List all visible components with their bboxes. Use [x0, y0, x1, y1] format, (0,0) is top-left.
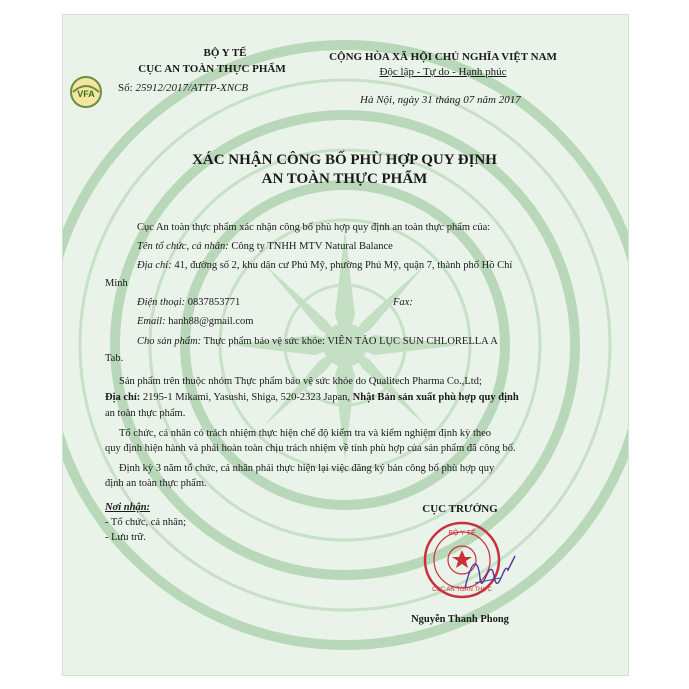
phone-value: 0837853771: [187, 297, 241, 308]
product-row: [137, 336, 498, 347]
seal-top-text: BỘ Y TẾ: [448, 530, 476, 537]
org-label: Tên tổ chức, cá nhân:: [137, 241, 229, 252]
address-label: Địa chỉ:: [137, 260, 172, 271]
para1-line1: Sản phẩm trên thuộc nhóm Thực phẩm bảo vệ sức khỏe do Qualitech Pharma Co.,Ltd;: [119, 376, 482, 387]
doc-title-line1: XÁC NHẬN CÔNG BỐ PHÙ HỢP QUY ĐỊNH: [192, 152, 497, 168]
para3-line1: Định kỳ 3 năm tổ chức, cá nhân phải thực hiện lại việc đăng ký bản công bố phù hợp quy: [119, 463, 495, 474]
address-value: 41, đường số 2, khu dân cư Phú Mỹ, phường Phú Mỹ, quận 7, thành phố Hồ Chí: [174, 260, 513, 271]
doc-number: [118, 82, 248, 94]
org-value: Công ty TNHH MTV Natural Balance: [231, 241, 393, 252]
country-name: CỘNG HÒA XÃ HỘI CHỦ NGHĨA VIỆT NAM: [329, 51, 557, 63]
email-value: hanh88@gmail.com: [168, 316, 254, 327]
recipient-item-2: - Lưu trữ.: [105, 532, 146, 543]
fax-label: Fax:: [393, 297, 413, 308]
svg-text:VFA: VFA: [77, 89, 95, 99]
doc-number-value: 25912/2017/ATTP-XNCB: [135, 82, 249, 94]
para2-line1: Tổ chức, cá nhân có trách nhiệm thực hiện chế độ kiểm tra và kiểm nghiệm định kỳ theo: [119, 428, 492, 439]
product-value: Thực phẩm bảo vệ sức khỏe: VIÊN TẢO LỤC SUN CHLORELLA A: [203, 336, 498, 347]
handwritten-signature: [460, 548, 520, 598]
product-continuation: Tab.: [105, 353, 124, 364]
doc-title-line2: AN TOÀN THỰC PHẨM: [261, 171, 428, 187]
signatory-title: CỤC TRƯỞNG: [422, 503, 498, 515]
issue-date: Hà Nội, ngày 31 tháng 07 năm 2017: [360, 94, 521, 106]
para1-address-label: Địa chỉ:: [105, 392, 141, 403]
para2-line2: quy định hiện hành và phải hoàn toàn chịu trách nhiệm về tính phù hợp của sản phẩm đã công bố.: [105, 443, 516, 454]
email-row: [137, 316, 253, 327]
phone-row: [137, 297, 240, 308]
department-name: CỤC AN TOÀN THỰC PHẨM: [138, 63, 286, 75]
para3-line2: định an toàn thực phẩm.: [105, 478, 207, 489]
para1-line2: [105, 392, 519, 403]
para1-address-value: 2195-1 Mikami, Yasushi, Shiga, 520-2323 Japan,: [142, 392, 353, 403]
phone-label: Điện thoại:: [137, 297, 186, 308]
recipient-item-1: - Tổ chức, cá nhân;: [105, 517, 187, 528]
email-label: Email:: [137, 316, 166, 327]
vfa-logo: [69, 75, 103, 109]
doc-number-label: Số:: [118, 82, 133, 94]
national-motto: Độc lập - Tự do - Hạnh phúc: [379, 66, 507, 78]
signatory-name: Nguyễn Thanh Phong: [411, 614, 509, 625]
para1-line3: an toàn thực phẩm.: [105, 408, 186, 419]
seal-bottom-text: CỤC AN TOÀN THỰC: [432, 587, 492, 593]
product-label: Cho sản phẩm:: [137, 336, 202, 347]
intro-text: Cục An toàn thực phẩm xác nhận công bố phù hợp quy định an toàn thực phẩm của:: [137, 222, 491, 233]
address-continuation: Minh: [105, 278, 128, 289]
para1-made-in: Nhật Bản sản xuất phù hợp quy định: [352, 392, 519, 403]
address-row: [137, 260, 512, 271]
recipients-label: Nơi nhận:: [105, 502, 151, 513]
org-row: [137, 241, 393, 252]
ministry-name: BỘ Y TẾ: [203, 47, 247, 59]
